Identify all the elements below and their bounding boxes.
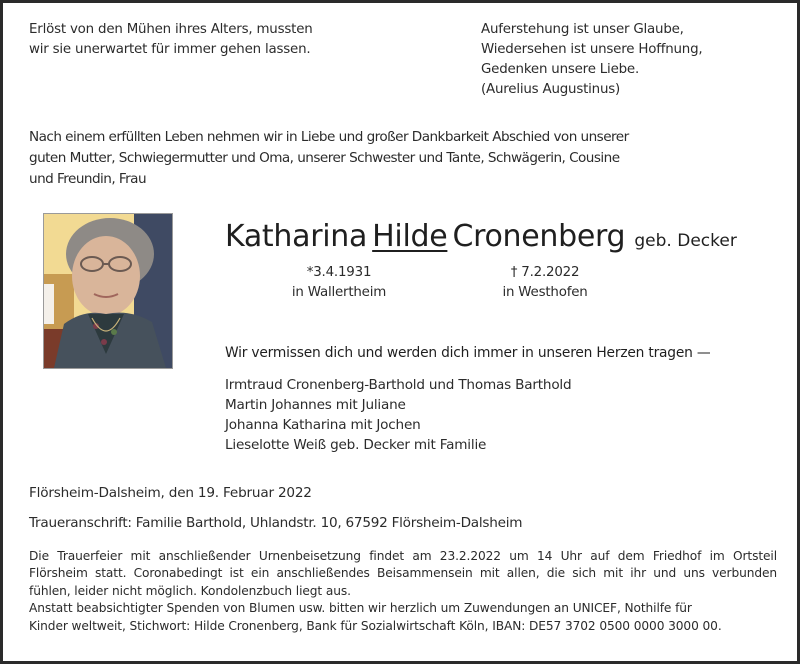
mourning-address: Traueranschrift: Familie Barthold, Uhlandstr. 10, 67592 Flörsheim-Dalsheim	[29, 515, 523, 531]
death-date: † 7.2.2022	[510, 265, 580, 280]
mourners-list	[225, 375, 571, 455]
quote-right-line: Wiedersehen ist unsere Hoffnung,	[481, 42, 703, 57]
intro-line: guten Mutter, Schwiegermutter und Oma, unserer Schwester und Tante, Schwägerin, Cousine	[29, 150, 620, 166]
details-line: Anstatt beabsichtigter Spenden von Blumen usw. bitten wir herzlich um Zuwendungen an UNICEF, Nothilfe für	[29, 601, 692, 616]
death-place: in Westhofen	[502, 285, 588, 300]
details-line: Flörsheim statt. Coronabedingt ist ein anschließendes Beisammensein mit allen, die sich mit ihr und uns verbunden	[29, 566, 777, 581]
quote-left	[29, 20, 313, 60]
portrait-illustration	[44, 214, 172, 368]
intro-line: Nach einem erfüllten Leben nehmen wir in Liebe und großer Dankbarkeit Abschied von unserer	[29, 129, 629, 145]
birth-date: *3.4.1931	[306, 265, 372, 280]
service-details	[29, 548, 777, 635]
details-line: Kinder weltweit, Stichwort: Hilde Cronenberg, Bank für Sozialwirtschaft Köln, IBAN: DE57 3702 0500 0000 3000 00.	[29, 618, 722, 633]
details-line: Die Trauerfeier mit anschließender Urnenbeisetzung findet am 23.2.2022 um 14 Uhr auf dem Friedhof im Ortsteil	[29, 549, 777, 563]
quote-left-line: wir sie unerwartet für immer gehen lassen.	[29, 42, 311, 57]
quote-right-line: Gedenken unsere Liebe.	[481, 62, 640, 77]
place-and-date: Flörsheim-Dalsheim, den 19. Februar 2022	[29, 485, 312, 501]
last-name: Cronenberg	[452, 219, 626, 254]
mourner-item: Irmtraud Cronenberg-Barthold und Thomas Barthold	[225, 377, 572, 393]
birth-info	[279, 263, 399, 303]
maiden-name: geb. Decker	[634, 231, 737, 251]
quote-left-line: Erlöst von den Mühen ihres Alters, mussten	[29, 22, 313, 37]
obituary-notice	[3, 3, 797, 661]
mourner-item: Lieselotte Weiß geb. Decker mit Familie	[225, 437, 487, 453]
death-info	[495, 263, 595, 303]
quote-right	[481, 20, 702, 100]
intro-text	[29, 127, 769, 190]
mourner-item: Martin Johannes mit Juliane	[225, 397, 406, 413]
mourner-item: Johanna Katharina mit Jochen	[225, 417, 421, 433]
portrait-photo	[43, 213, 173, 369]
details-line: fühlen, leider nicht möglich. Kondolenzbuch liegt aus.	[29, 583, 351, 598]
deceased-name	[225, 219, 737, 254]
remembrance-line: Wir vermissen dich und werden dich immer in unseren Herzen tragen —	[225, 345, 711, 361]
first-name: Katharina	[225, 219, 368, 254]
birth-place: in Wallertheim	[291, 285, 387, 300]
call-name: Hilde	[372, 219, 448, 254]
quote-attribution: (Aurelius Augustinus)	[481, 82, 621, 97]
quote-right-line: Auferstehung ist unser Glaube,	[481, 22, 684, 37]
intro-line: und Freundin, Frau	[29, 171, 147, 187]
